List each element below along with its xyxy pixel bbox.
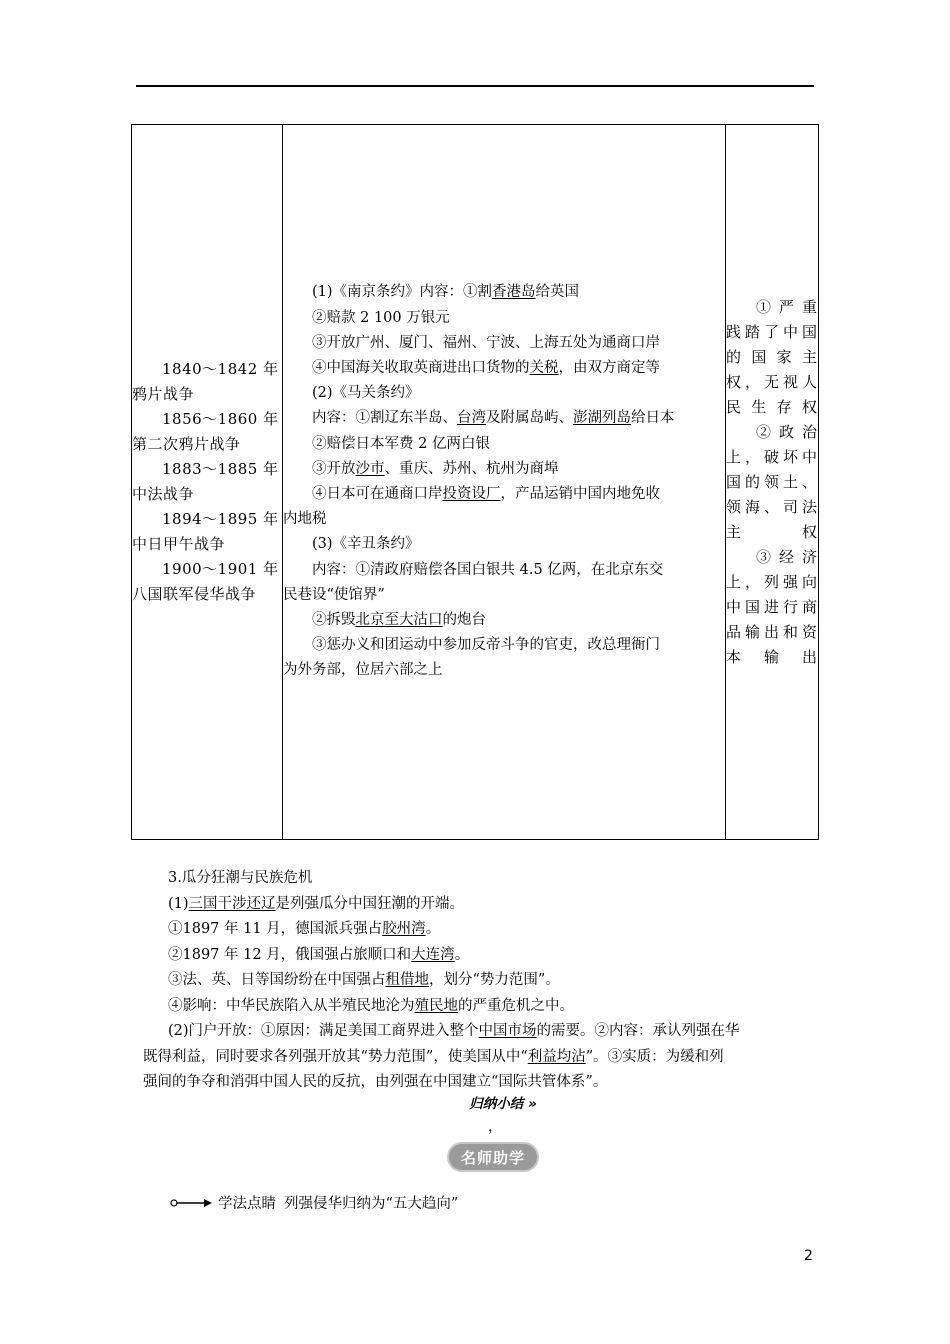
arrow-icon (170, 1198, 212, 1208)
section-para: ④影响：中华民族陷入从半殖民地沦为殖民地的严重危机之中。 (168, 997, 574, 1014)
section-para: (1)三国干涉还辽是列强瓜分中国狂潮的开端。 (168, 895, 465, 912)
maguan-line-2: ②赔偿日本军费 2 亿两白银 (312, 435, 490, 452)
double-chevron-icon: » (523, 1096, 537, 1112)
maguan-line-4: ④日本可在通商口岸投资设厂，产品运销中国内地免收 (312, 486, 660, 502)
nanjing-line-2: ②赔款 2 100 万银元 (312, 309, 450, 326)
xinchou-title: (3)《辛丑条约》 (312, 536, 420, 553)
xinchou-line-4: ③惩办义和团运动中参加反帝斗争的官吏，改总理衙门 (312, 637, 660, 654)
war-period: 1894～1895 年 (162, 510, 279, 528)
war-name: 中法战争 (132, 485, 195, 503)
war-period: 1856～1860 年 (162, 410, 279, 428)
nanjing-line-3: ③开放广州、厦门、福州、宁波、上海五处为通商口岸 (312, 334, 660, 351)
xinchou-line-1: 内容：①清政府赔偿各国白银共 4.5 亿两，在北京东交 (312, 561, 664, 578)
teacher-help-badge: 名师助学 (447, 1142, 539, 1172)
xinchou-line-3: ②拆毁北京至大沽口的炮台 (312, 612, 486, 629)
nanjing-line-1: (1)《南京条约》内容：①割香港岛给英国 (312, 284, 580, 301)
impact-point-1: ①严重践踏了中国的国家主权，无视人民生存权 (726, 297, 818, 416)
section-para: (2)门户开放：①原因：满足美国工商界进入整个中国市场的需要。②内容：承认列强在华 (168, 1023, 740, 1039)
war-name: 中日甲午战争 (132, 535, 226, 553)
maguan-line-3: ③开放沙市、重庆、苏州、杭州为商埠 (312, 460, 559, 477)
treaties-cell (283, 125, 726, 840)
war-period: 1840～1842 年 (162, 360, 279, 378)
section-title: 3.瓜分狂潮与民族危机 (168, 870, 313, 886)
impact-cell (726, 125, 819, 840)
tip-text: 列强侵华归纳为“五大趋向” (284, 1196, 459, 1212)
section-partition-crisis (143, 866, 818, 1096)
nanjing-line-4: ④中国海关收取英商进出口货物的关税，由双方商定等 (312, 359, 660, 376)
page-number: 2 (804, 1248, 813, 1264)
header-rule (136, 85, 814, 87)
wars-cell (132, 125, 283, 840)
stray-comma: ， (488, 1119, 502, 1135)
section-para: 既得利益，同时要求各列强开放其“势力范围”，使美国从中“利益均沾”。③实质：为缓和列 (143, 1048, 724, 1065)
tip-label: 学法点睛 (218, 1196, 276, 1212)
section-para: ①1897 年 11 月，德国派兵强占胶州湾。 (168, 921, 441, 937)
war-period: 1883～1885 年 (162, 460, 279, 478)
section-para: ②1897 年 12 月，俄国强占旅顺口和大连湾。 (168, 946, 470, 963)
xinchou-line-2: 民巷设“使馆界” (283, 586, 385, 603)
maguan-title: (2)《马关条约》 (312, 385, 420, 402)
war-name: 第二次鸦片战争 (132, 435, 241, 453)
impact-point-2: ②政治上，破坏中国的领土、领海、司法主权 (726, 422, 818, 541)
war-period: 1900～1901 年 (162, 560, 279, 578)
maguan-line-1: 内容：①割辽东半岛、台湾及附属岛屿、澎湖列岛给日本 (312, 410, 675, 427)
war-name: 八国联军侵华战争 (132, 585, 257, 603)
war-name: 鸦片战争 (132, 385, 195, 403)
summary-heading: 归纳小结 » (469, 1096, 537, 1112)
study-tip (170, 1192, 458, 1213)
treaty-table (131, 124, 819, 840)
impact-point-3: ③经济上，列强向中国进行商品输出和资本输出 (726, 547, 818, 666)
section-para: 强间的争夺和消弭中国人民的反抗，由列强在中国建立“国际共管体系”。 (143, 1074, 608, 1090)
xinchou-line-5: 为外务部，位居六部之上 (283, 662, 443, 679)
maguan-line-5: 内地税 (283, 511, 327, 528)
section-para: ③法、英、日等国纷纷在中国强占租借地，划分“势力范围”。 (168, 972, 560, 988)
